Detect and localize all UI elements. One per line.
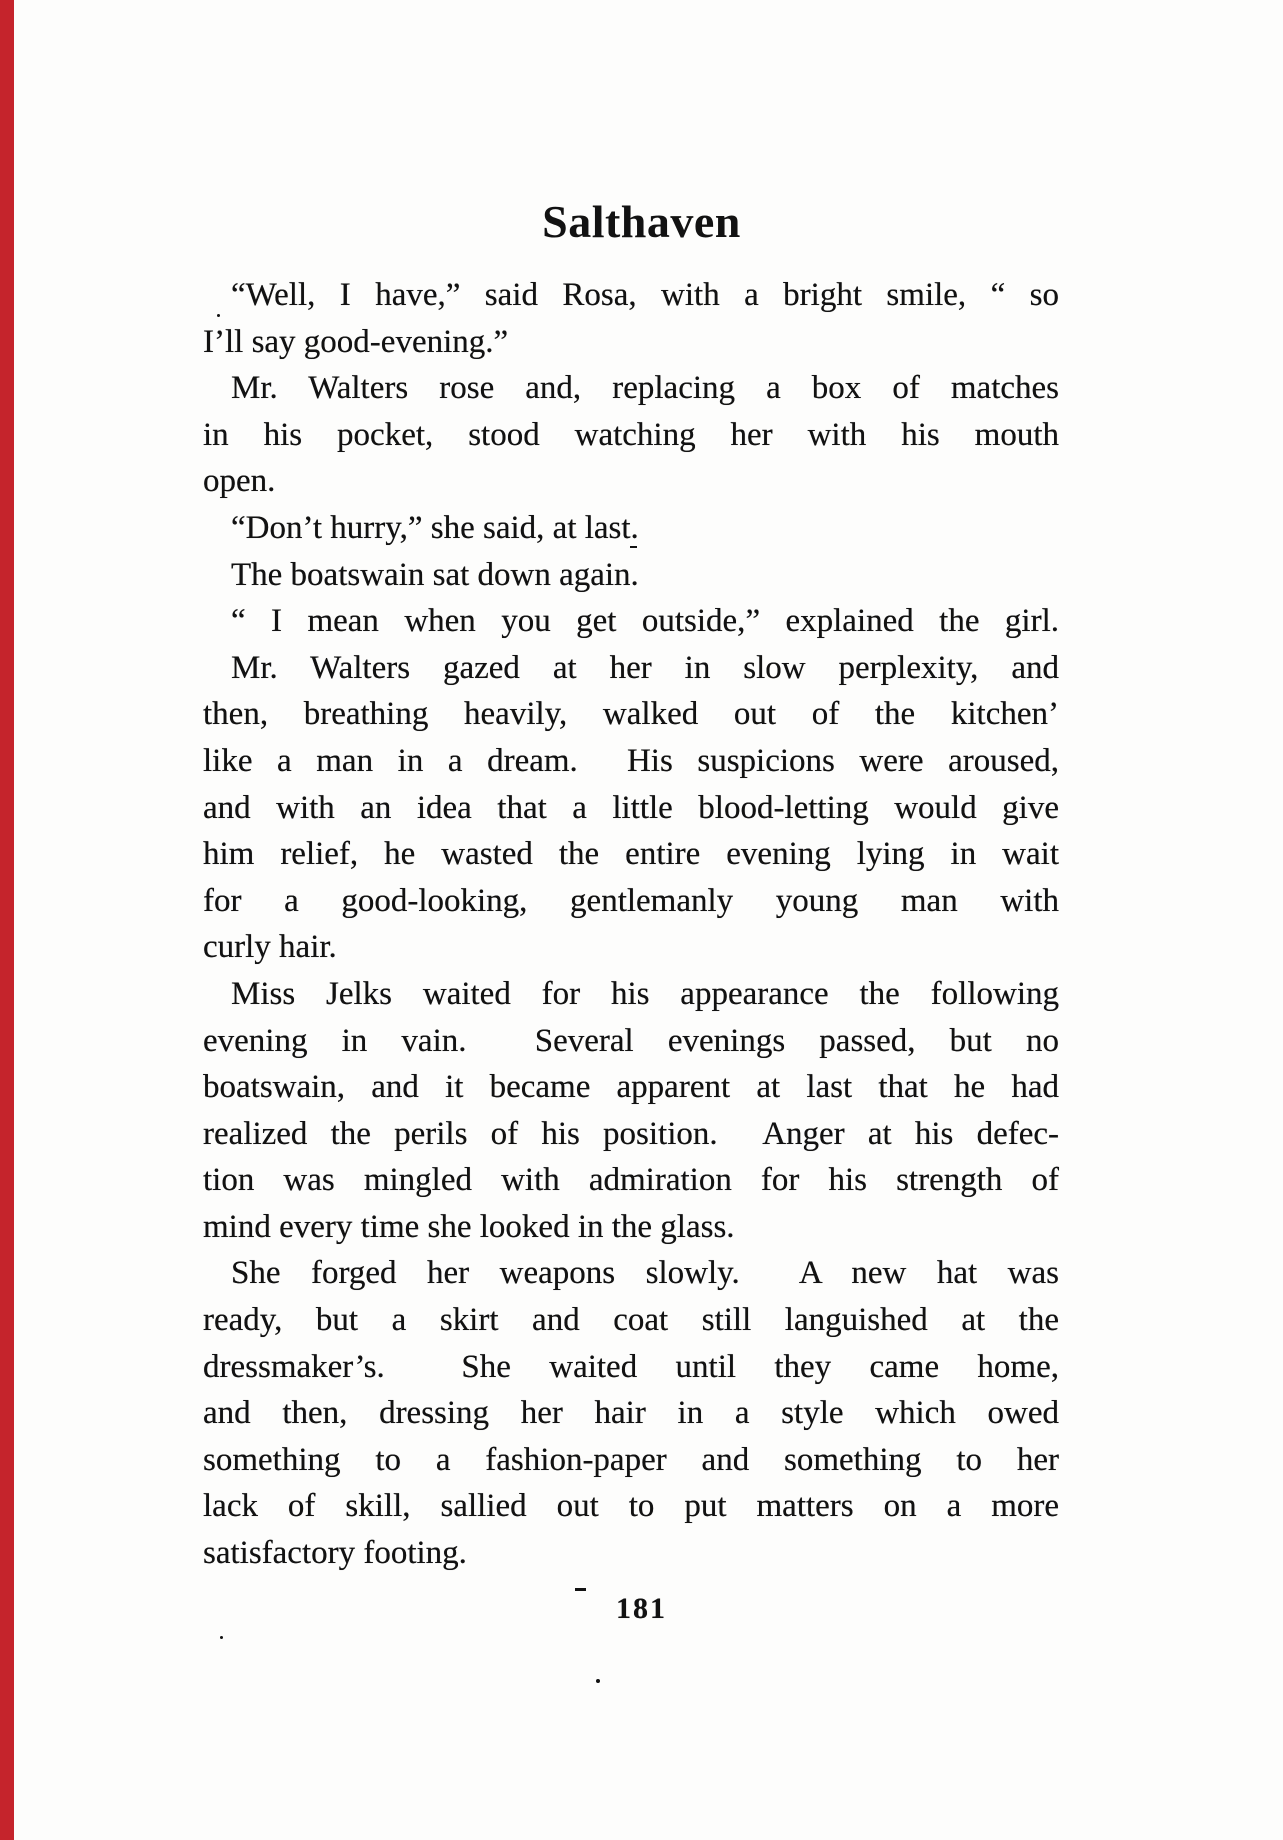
text-line: “Don’t hurry,” she said, at last. <box>231 509 639 546</box>
ink-speck-dot <box>220 1636 223 1639</box>
text-line: I’ll say good-evening.” <box>203 323 509 360</box>
text-line: satisfactory footing. <box>203 1535 467 1572</box>
text-line: lack of skill, sallied out to put matters on a more <box>203 1488 1059 1525</box>
text-line: and with an idea that a little blood-letting would give <box>203 789 1059 826</box>
text-line: Mr. Walters gazed at her in slow perplexity, and <box>231 649 1059 686</box>
text-line: open. <box>203 463 276 500</box>
text-line: Miss Jelks waited for his appearance the following <box>231 975 1059 1012</box>
text-line: then, breathing heavily, walked out of the kitchen’ <box>203 696 1059 733</box>
ink-speck-dash <box>630 546 637 548</box>
text-line: something to a fashion-paper and something to her <box>203 1441 1059 1478</box>
text-line: dressmaker’s. She waited until they came home, <box>203 1348 1059 1385</box>
scan-edge-strip <box>0 0 14 1840</box>
text-line: realized the perils of his position. Anger at his defec- <box>203 1115 1059 1152</box>
text-line: Mr. Walters rose and, replacing a box of matches <box>231 370 1059 407</box>
text-line: ready, but a skirt and coat still languished at the <box>203 1302 1059 1339</box>
text-line: in his pocket, stood watching her with his mouth <box>203 416 1059 453</box>
text-line: The boatswain sat down again. <box>231 556 639 593</box>
text-line: “Well, I have,” said Rosa, with a bright smile, “ so <box>231 277 1059 313</box>
text-line: mind every time she looked in the glass. <box>203 1208 735 1245</box>
ink-speck-dot <box>217 314 220 317</box>
body-text-block <box>203 272 1059 1577</box>
page-number: 181 <box>616 1592 667 1625</box>
ink-speck-dot <box>596 1679 600 1683</box>
text-line: for a good-looking, gentlemanly young man with <box>203 882 1059 919</box>
text-line: and then, dressing her hair in a style which owed <box>203 1395 1059 1432</box>
text-line: like a man in a dream. His suspicions were aroused, <box>203 742 1059 779</box>
text-line: boatswain, and it became apparent at last that he had <box>203 1069 1059 1106</box>
ink-speck-dash <box>575 1588 586 1591</box>
text-line: curly hair. <box>203 929 337 966</box>
text-line: evening in vain. Several evenings passed, but no <box>203 1022 1059 1059</box>
page-title: Salthaven <box>542 196 741 247</box>
text-line: She forged her weapons slowly. A new hat was <box>231 1255 1059 1292</box>
text-line: him relief, he wasted the entire evening lying in wait <box>203 836 1059 873</box>
text-line: “ I mean when you get outside,” explained the girl. <box>231 603 1059 640</box>
text-line: tion was mingled with admiration for his strength of <box>203 1162 1059 1199</box>
